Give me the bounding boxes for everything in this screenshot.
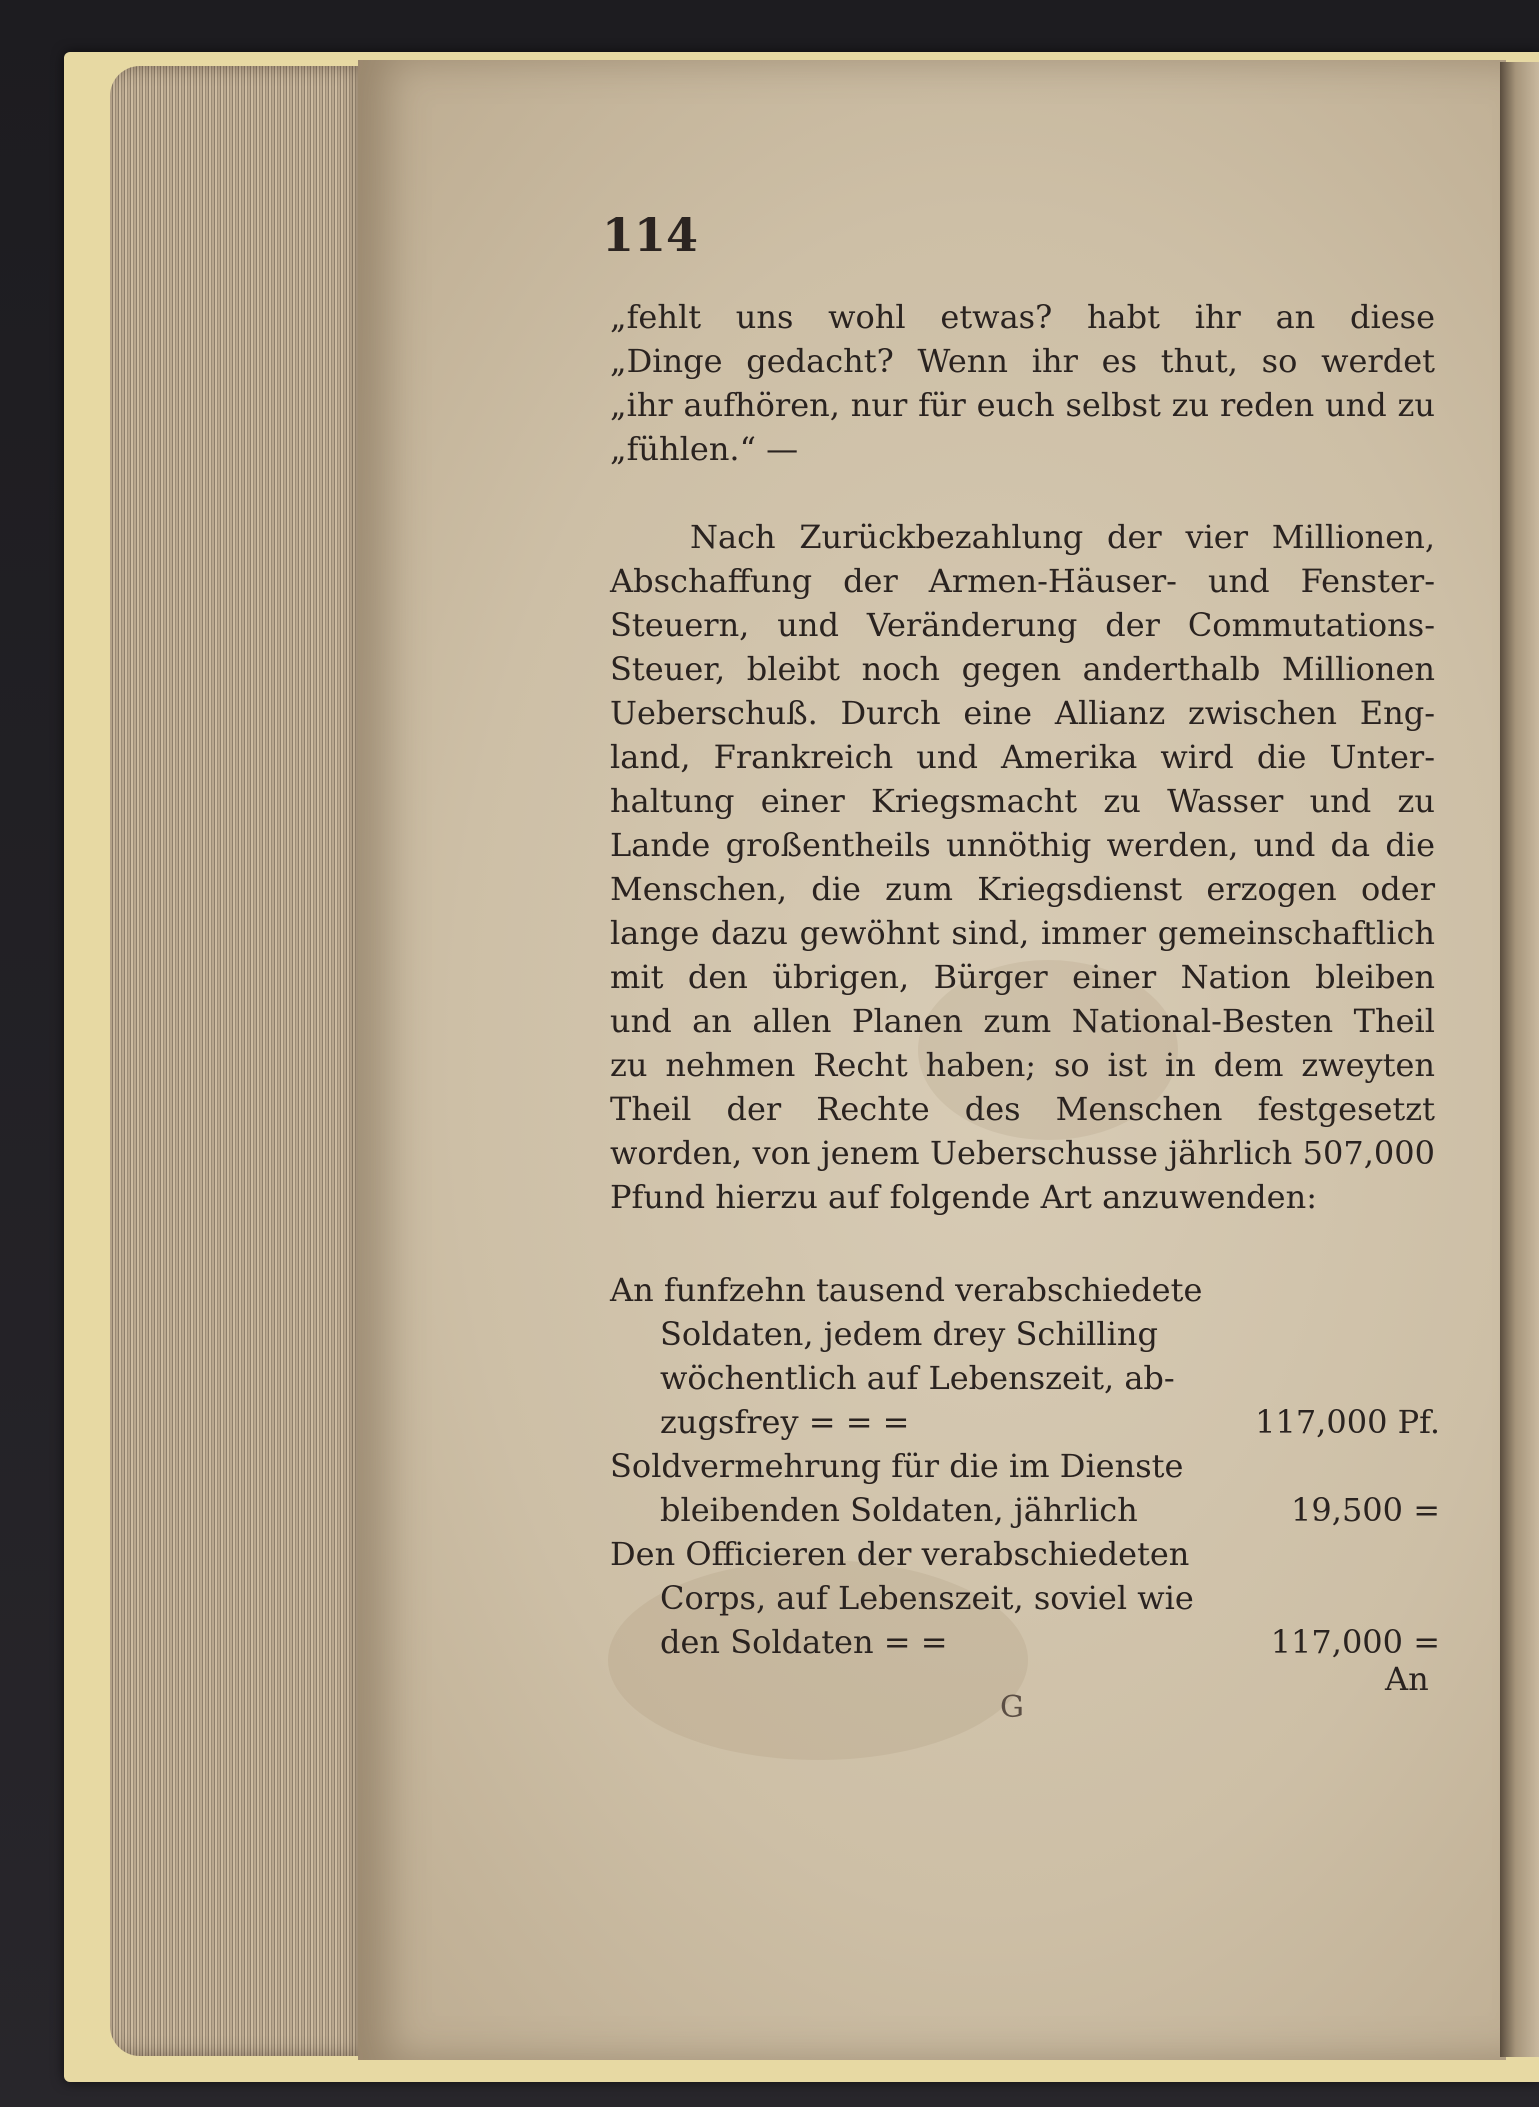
text-line: und an allen Planen zum National-Besten Theil xyxy=(610,1002,1435,1040)
entry-line: Corps, auf Lebenszeit, soviel wie xyxy=(660,1579,1194,1617)
text-line: Steuern, und Veränderung der Commutations- xyxy=(610,606,1435,644)
text-line: „Dinge gedacht? Wenn ihr es thut, so werdet xyxy=(610,342,1435,380)
text-line: „ihr aufhören, nur für euch selbst zu reden und zu xyxy=(610,386,1435,424)
entry-amount: 117,000 = xyxy=(1270,1623,1440,1661)
entry-line: wöchentlich auf Lebenszeit, ab- xyxy=(660,1359,1175,1397)
text-line: haltung einer Kriegsmacht zu Wasser und zu xyxy=(610,782,1435,820)
text-line: Abschaffung der Armen-Häuser- und Fenster- xyxy=(610,562,1435,600)
gutter xyxy=(1500,62,1539,2057)
quote-paragraph xyxy=(610,295,1435,471)
text-line: mit den übrigen, Bürger einer Nation bleiben xyxy=(610,958,1435,996)
text-line: „fühlen.“ — xyxy=(610,430,799,468)
signature-mark: G xyxy=(1000,1690,1024,1725)
text-line: Menschen, die zum Kriegsdienst erzogen oder xyxy=(610,870,1435,908)
entry-line: Soldaten, jedem drey Schilling xyxy=(660,1315,1158,1353)
page-number: 114 xyxy=(602,208,699,262)
catchword: An xyxy=(1385,1660,1429,1698)
table-row xyxy=(610,1444,1440,1532)
entry-line: den Soldaten = = xyxy=(660,1623,948,1661)
text-line: Nach Zurückbezahlung der vier Millionen, xyxy=(690,518,1435,556)
entry-amount: 117,000 Pf. xyxy=(1255,1403,1440,1441)
expense-table xyxy=(610,1268,1440,1664)
text-line: zu nehmen Recht haben; so ist in dem zweyten xyxy=(610,1046,1435,1084)
entry-line: An funfzehn tausend verabschiedete xyxy=(610,1271,1203,1309)
text-line: Lande großentheils unnöthig werden, und da die xyxy=(610,826,1435,864)
text-line: Pfund hierzu auf folgende Art anzuwenden: xyxy=(610,1178,1317,1216)
text-line: Steuer, bleibt noch gegen anderthalb Millionen xyxy=(610,650,1435,688)
table-row xyxy=(610,1532,1440,1664)
text-line: land, Frankreich und Amerika wird die Unter- xyxy=(610,738,1435,776)
text-line: worden, von jenem Ueberschusse jährlich 507,000 xyxy=(610,1134,1435,1172)
entry-line: Soldvermehrung für die im Dienste xyxy=(610,1447,1184,1485)
entry-line: zugsfrey = = = xyxy=(660,1403,910,1441)
page-edges xyxy=(110,66,370,2056)
text-line: Ueberschuß. Durch eine Allianz zwischen Eng- xyxy=(610,694,1435,732)
main-paragraph xyxy=(610,515,1435,1219)
text-line: Theil der Rechte des Menschen festgesetzt xyxy=(610,1090,1435,1128)
text-line: lange dazu gewöhnt sind, immer gemeinschaftlich xyxy=(610,914,1435,952)
entry-line: Den Officieren der verabschiedeten xyxy=(610,1535,1190,1573)
entry-amount: 19,500 = xyxy=(1291,1491,1440,1529)
text-line: „fehlt uns wohl etwas? habt ihr an diese xyxy=(610,298,1435,336)
entry-line: bleibenden Soldaten, jährlich xyxy=(660,1491,1138,1529)
table-row xyxy=(610,1268,1440,1444)
